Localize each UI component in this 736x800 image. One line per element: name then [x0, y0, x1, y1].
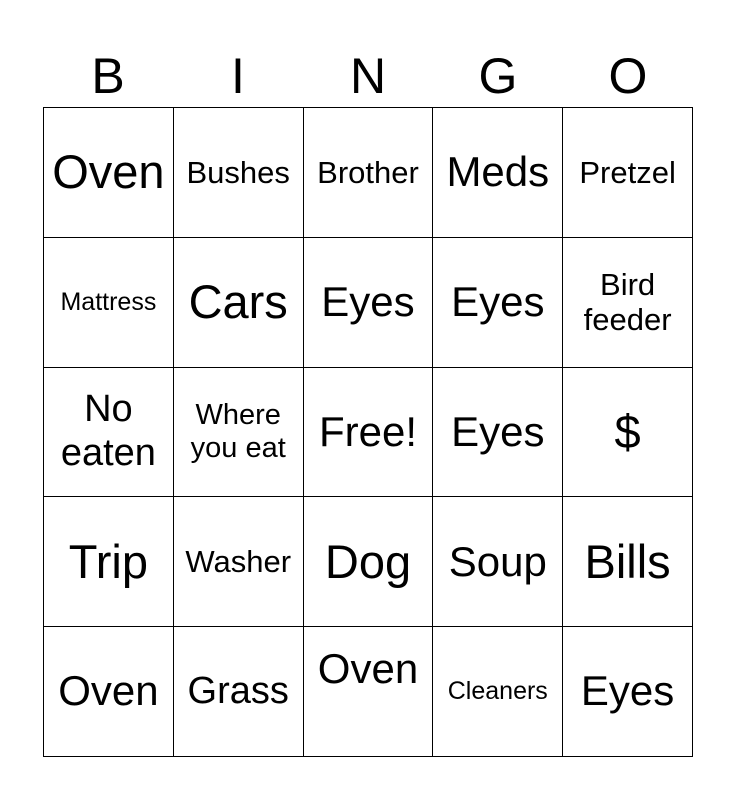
bingo-cell[interactable]	[44, 238, 174, 368]
bingo-cell[interactable]	[563, 627, 693, 757]
cell-label: Where you eat	[190, 398, 286, 464]
cell-label: Mattress	[60, 287, 157, 316]
cell-label: Eyes	[451, 407, 545, 455]
free-space-cell[interactable]	[304, 368, 434, 498]
header-letter-o: O	[608, 48, 648, 104]
cell-label: Oven	[317, 645, 419, 693]
bingo-cell[interactable]	[304, 108, 434, 238]
cell-label: Eyes	[580, 667, 675, 715]
cell-label: Pretzel	[579, 154, 676, 190]
bingo-cell[interactable]	[563, 108, 693, 238]
cell-label: Eyes	[321, 278, 415, 326]
cell-label: Cleaners	[447, 677, 548, 706]
cell-label: Cars	[188, 275, 288, 329]
bingo-cell[interactable]	[433, 368, 563, 498]
cell-label: Trip	[68, 534, 148, 588]
cell-label: Meds	[446, 148, 550, 196]
bingo-cell[interactable]	[563, 238, 693, 368]
cell-label: Bushes	[186, 154, 290, 190]
bingo-cell[interactable]	[433, 108, 563, 238]
bingo-cell[interactable]	[304, 238, 434, 368]
bingo-cell[interactable]	[44, 497, 174, 627]
bingo-cell[interactable]	[44, 108, 174, 238]
cell-label: Bird feeder	[583, 266, 672, 338]
cell-label: Dog	[324, 534, 412, 588]
cell-label: Oven	[52, 145, 165, 199]
bingo-cell[interactable]	[174, 627, 304, 757]
bingo-cell[interactable]	[433, 627, 563, 757]
header-letter-b: B	[91, 48, 125, 104]
bingo-cell[interactable]	[563, 497, 693, 627]
cell-label: Grass	[187, 669, 289, 712]
cell-label: Eyes	[451, 278, 545, 326]
cell-label: Bills	[584, 534, 671, 588]
cell-label: $	[614, 404, 641, 458]
cell-label: Free!	[318, 407, 417, 455]
cell-label: Brother	[317, 154, 419, 190]
cell-label: Soup	[448, 537, 547, 585]
bingo-card-grid	[43, 107, 693, 757]
bingo-cell[interactable]	[174, 108, 304, 238]
bingo-cell[interactable]	[304, 627, 434, 757]
bingo-cell[interactable]	[563, 368, 693, 498]
bingo-cell[interactable]	[44, 627, 174, 757]
header-letter-n: N	[349, 48, 387, 104]
bingo-cell[interactable]	[44, 368, 174, 498]
bingo-cell[interactable]	[304, 497, 434, 627]
bingo-cell[interactable]	[174, 238, 304, 368]
bingo-cell[interactable]	[174, 368, 304, 498]
header-letter-g: G	[478, 48, 518, 104]
cell-label: Washer	[185, 543, 292, 579]
header-letter-i: I	[231, 48, 245, 104]
bingo-header	[43, 46, 693, 106]
cell-label: No eaten	[60, 388, 156, 474]
cell-label: Oven	[58, 667, 159, 715]
bingo-cell[interactable]	[433, 238, 563, 368]
bingo-cell[interactable]	[433, 497, 563, 627]
bingo-cell[interactable]	[174, 497, 304, 627]
